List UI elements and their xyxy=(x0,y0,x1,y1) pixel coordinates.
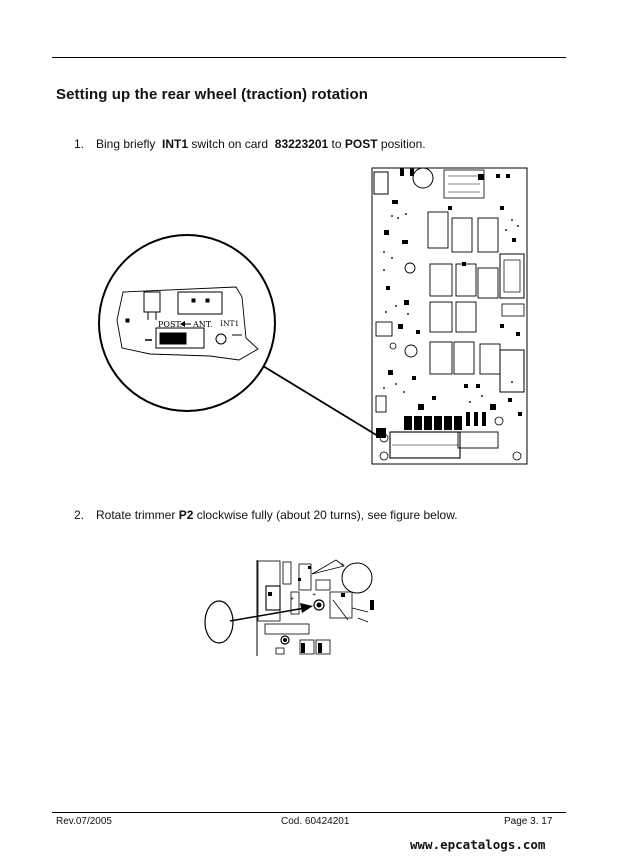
step-1: 1. Bing briefly INT1 switch on card 83223201 to POST position. xyxy=(74,137,426,151)
step-2: 2. Rotate trimmer P2 clockwise fully (about 20 turns), see figure below. xyxy=(74,508,458,522)
step-2-number: 2. xyxy=(74,508,85,522)
card-code: 83223201 xyxy=(274,137,329,151)
section-title: Setting up the rear wheel (traction) rotation xyxy=(56,86,369,103)
post-label: POST. xyxy=(158,320,183,329)
step-1-number: 1. xyxy=(74,137,85,151)
arrow-head xyxy=(300,603,313,613)
footer-page-number: Page 3. 17 xyxy=(504,816,553,827)
board-detail xyxy=(257,560,372,656)
highlight-ellipse xyxy=(205,601,233,643)
svg-text:+: + xyxy=(312,592,317,598)
ant-label: ANT. xyxy=(193,320,213,329)
post-position-ref: POST xyxy=(344,137,378,151)
footer-rule xyxy=(52,812,566,813)
svg-text:+: + xyxy=(340,562,345,568)
footer-code: Cod. 60424201 xyxy=(281,816,350,827)
trimmer-ref: P2 xyxy=(178,508,194,522)
int1-label: INT1 xyxy=(220,319,240,328)
svg-text:+: + xyxy=(290,596,295,602)
watermark: www.epcatalogs.com xyxy=(410,837,546,852)
int1-switch-ref: INT1 xyxy=(162,137,189,151)
footer-revision: Rev.07/2005 xyxy=(56,816,112,827)
